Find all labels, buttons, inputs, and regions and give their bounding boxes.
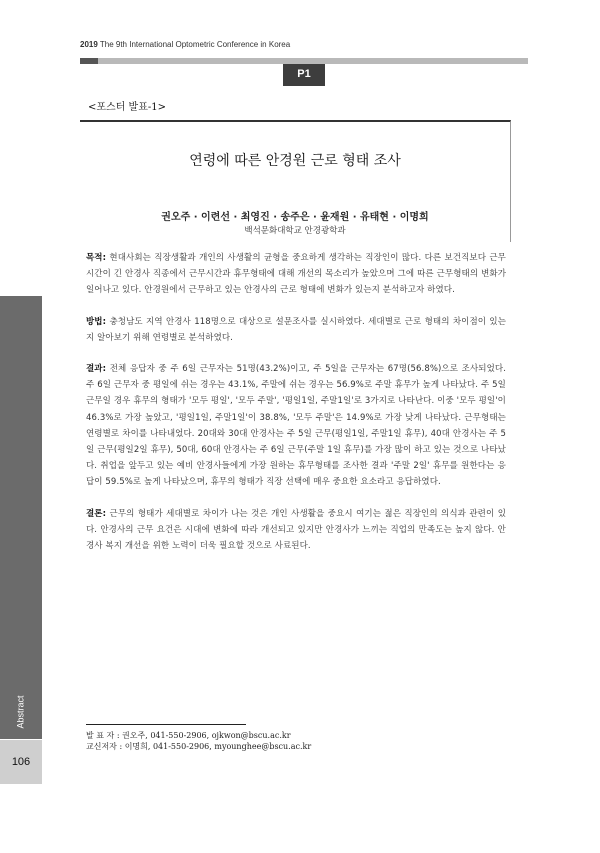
- author-list: 권오주 · 이련선 · 최영진 · 송주은 · 윤재원 · 유태현 · 이명희: [161, 212, 429, 223]
- footnote-rule: [86, 724, 246, 725]
- affiliation: 백석문화대학교 안경광학과: [244, 226, 346, 236]
- section-conclusion: [86, 506, 506, 555]
- running-header: [80, 40, 290, 49]
- section-text: 근무의 형태가 세대별로 차이가 나는 것은 개인 사생활을 중요시 여기는 젊은 직장인의 의식과 관련이 있다. 안경사의 근무 요건은 시대에 변화에 따라 개선되고 있지만 안경사가 느끼는 직업의 만족도는 높지 않다. 안경사 복지 개선을 위한 노력이 더욱 필요할 것으로 사료된다.: [86, 508, 507, 552]
- poster-tag: P1: [283, 64, 325, 86]
- section-text: 전체 응답자 중 주 6일 근무자는 51명(43.2%)이고, 주 5일을 근무자는 67명(56.8%)으로 조사되었다. 주 6일 근무자 중 평일에 쉬는 경우는 43.1%, 주말에 쉬는 경우는 56.9%로 주말 휴무가 높게 나타났다. 주 5일 근무일 경우 휴무의 형태가 '모두 평일', '모두 주말', '평일1일, 주말1일'로 3가지로 나타난다. 이중 '모두 평일'이 46.3%로 가장 높았고, '평일1일, 주말1일'이 38.8%, '모두 주말'은 14.9%로 가장 낮게 나타났다. 근무형태는 연령별로 차이를 나타내었다. 20대와 30대 안경사는 주 5일 근무(평일1일, 주말1일 휴무), 40대 안경사는 주 5일 근무(평일2일 휴무), 50대, 60대 안경사는 주 6일 근무(주말 1일 휴무)를 가장 많이 하고 있는 것으로 나타났다. 취업을 앞두고 있는 예비 안경사들에게 가장 원하는 휴무형태를 조사한 결과 '주말 2일' 휴무를 원한다는 응답이 59.5%로 높게 나타났으며, 휴무의 형태가 직장 선택에 매우 중요한 요소라고 응답하였다.: [86, 364, 506, 488]
- poster-label: <포스터 발표-1>: [88, 102, 166, 113]
- section-label: 방법:: [86, 316, 107, 327]
- header-rule-accent: [80, 58, 98, 64]
- page-number: 106: [0, 740, 42, 784]
- section-purpose: [86, 250, 506, 299]
- section-text: 현대사회는 직장생활과 개인의 사생활의 균형을 중요하게 생각하는 직장인이 많다. 다른 보건직보다 근무시간이 긴 안경사 직종에서 근무시간과 휴무형태에 대해 개선의 목소리가 높았으며 그에 따른 근무형태의 변화가 일어나고 있다. 안경원에서 근무하고 있는 안경사의 근로 형태에 변화가 있는지 분석하고자 하였다.: [86, 253, 506, 296]
- section-label: 결과:: [86, 364, 107, 375]
- presenter-contact: 발 표 자 : 권오주, 041-550-2906, ojkwon@bscu.ac.kr: [86, 731, 291, 740]
- footnote: [86, 730, 311, 752]
- section-label: 결론:: [86, 508, 107, 519]
- section-method: [86, 314, 506, 346]
- abstract-body: [86, 250, 506, 569]
- corresponding-contact: 교신저자 : 이명희, 041-550-2906, myounghee@bscu.ac.kr: [86, 742, 312, 751]
- section-text: 충청남도 지역 안경사 118명으로 대상으로 설문조사를 실시하였다. 세대별로 근로 형태의 차이점이 있는지 알아보기 위해 연령별로 분석하였다.: [86, 316, 506, 343]
- side-tab: [0, 296, 42, 739]
- side-tab-label: Abstract: [15, 695, 26, 729]
- header-year: 2019: [80, 40, 98, 49]
- paper-title: 연령에 따른 안경원 근로 형태 조사: [189, 153, 401, 169]
- section-label: 목적:: [86, 253, 107, 263]
- header-conference: The 9th International Optometric Conference in Korea: [99, 40, 291, 49]
- section-results: [86, 361, 506, 491]
